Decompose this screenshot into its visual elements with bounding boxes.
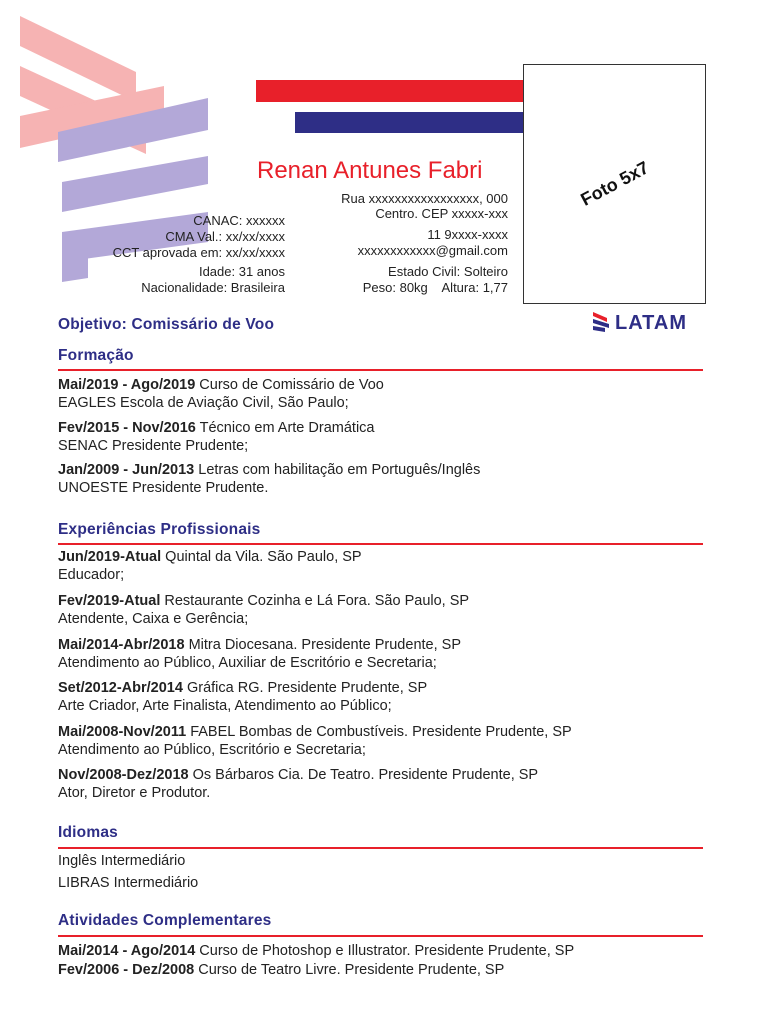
education-course: Técnico em Arte Dramática — [195, 420, 375, 436]
languages-divider — [58, 847, 703, 849]
languages-title: Idiomas — [58, 824, 118, 841]
experience-period: Jun/2019-Atual — [58, 549, 162, 565]
education-period: Fev/2015 - Nov/2016 — [58, 420, 196, 436]
experience-employer: FABEL Bombas de Combustíveis. Presidente Prudente, SP — [186, 724, 572, 740]
header-blue-bar — [295, 112, 524, 133]
phone-text: 11 9xxxx-xxxx — [427, 227, 508, 242]
experience-employer: Os Bárbaros Cia. De Teatro. Presidente Prudente, SP — [188, 767, 539, 783]
experience-period: Fev/2019-Atual — [58, 593, 161, 609]
education-course: Curso de Comissário de Voo — [195, 377, 384, 393]
education-item — [58, 461, 480, 497]
education-school: SENAC Presidente Prudente; — [58, 438, 249, 454]
education-item — [58, 419, 374, 455]
objective-title: Objetivo: Comissário de Voo — [58, 316, 275, 333]
cct-text: CCT aprovada em: xx/xx/xxxx — [112, 245, 285, 260]
experience-employer: Gráfica RG. Presidente Prudente, SP — [182, 680, 428, 696]
experience-period: Nov/2008-Dez/2018 — [58, 767, 189, 783]
age-text: Idade: 31 anos — [198, 264, 285, 279]
photo-placeholder — [523, 64, 706, 304]
activity-period: Fev/2006 - Dez/2008 — [58, 962, 195, 978]
experience-role: Ator, Diretor e Produtor. — [58, 785, 211, 801]
experience-item — [58, 636, 461, 672]
nationality-text: Nacionalidade: Brasileira — [141, 280, 285, 295]
candidate-name: Renan Antunes Fabri — [257, 157, 483, 184]
activities-title: Atividades Complementares — [58, 912, 272, 929]
experience-item — [58, 723, 572, 759]
experience-period: Set/2012-Abr/2014 — [58, 680, 183, 696]
weight-height-text: Peso: 80kg Altura: 1,77 — [362, 280, 508, 295]
activity-item — [58, 961, 504, 979]
experience-role: Atendimento ao Público, Auxiliar de Escritório e Secretaria; — [58, 655, 437, 671]
education-item — [58, 376, 384, 412]
photo-label: Foto 5x7 — [576, 157, 652, 210]
experience-role: Arte Criador, Arte Finalista, Atendimento ao Público; — [58, 698, 392, 714]
activity-item — [58, 942, 574, 960]
education-period: Jan/2009 - Jun/2013 — [58, 462, 195, 478]
experience-item — [58, 679, 427, 715]
header-red-bar — [256, 80, 524, 102]
latam-logo-text: LATAM — [615, 311, 688, 334]
experience-period: Mai/2008-Nov/2011 — [58, 724, 187, 740]
language-item: Inglês Intermediário — [58, 853, 186, 869]
latam-logo — [593, 312, 687, 334]
activities-divider — [58, 935, 703, 937]
experience-role: Educador; — [58, 567, 125, 583]
experience-role: Atendente, Caixa e Gerência; — [58, 611, 249, 627]
experience-item — [58, 766, 538, 802]
experience-divider — [58, 543, 703, 545]
education-period: Mai/2019 - Ago/2019 — [58, 377, 196, 393]
experience-title: Experiências Profissionais — [58, 521, 261, 538]
experience-item — [58, 592, 469, 628]
activity-period: Mai/2014 - Ago/2014 — [58, 943, 196, 959]
latam-logo-icon — [593, 312, 611, 334]
experience-period: Mai/2014-Abr/2018 — [58, 637, 185, 653]
activity-course: Curso de Teatro Livre. Presidente Prudente, SP — [194, 962, 505, 978]
experience-employer: Restaurante Cozinha e Lá Fora. São Paulo, SP — [160, 593, 470, 609]
experience-employer: Mitra Diocesana. Presidente Prudente, SP — [184, 637, 461, 653]
experience-item — [58, 548, 362, 584]
address-line-1: Rua xxxxxxxxxxxxxxxxx, 000 — [341, 191, 508, 206]
email-text: xxxxxxxxxxxx@gmail.com — [357, 243, 508, 258]
language-item: LIBRAS Intermediário — [58, 875, 199, 891]
cma-text: CMA Val.: xx/xx/xxxx — [165, 229, 285, 244]
education-divider — [58, 369, 703, 371]
experience-employer: Quintal da Vila. São Paulo, SP — [161, 549, 362, 565]
address-line-2: Centro. CEP xxxxx-xxx — [375, 206, 508, 221]
activity-course: Curso de Photoshop e Illustrator. Presidente Prudente, SP — [195, 943, 575, 959]
canac-text: CANAC: xxxxxx — [193, 213, 285, 228]
experience-role: Atendimento ao Público, Escritório e Secretaria; — [58, 742, 366, 758]
education-course: Letras com habilitação em Português/Inglês — [194, 462, 481, 478]
education-school: EAGLES Escola de Aviação Civil, São Paulo; — [58, 395, 349, 411]
education-title: Formação — [58, 347, 134, 364]
civil-status-text: Estado Civil: Solteiro — [388, 264, 508, 279]
education-school: UNOESTE Presidente Prudente. — [58, 480, 269, 496]
